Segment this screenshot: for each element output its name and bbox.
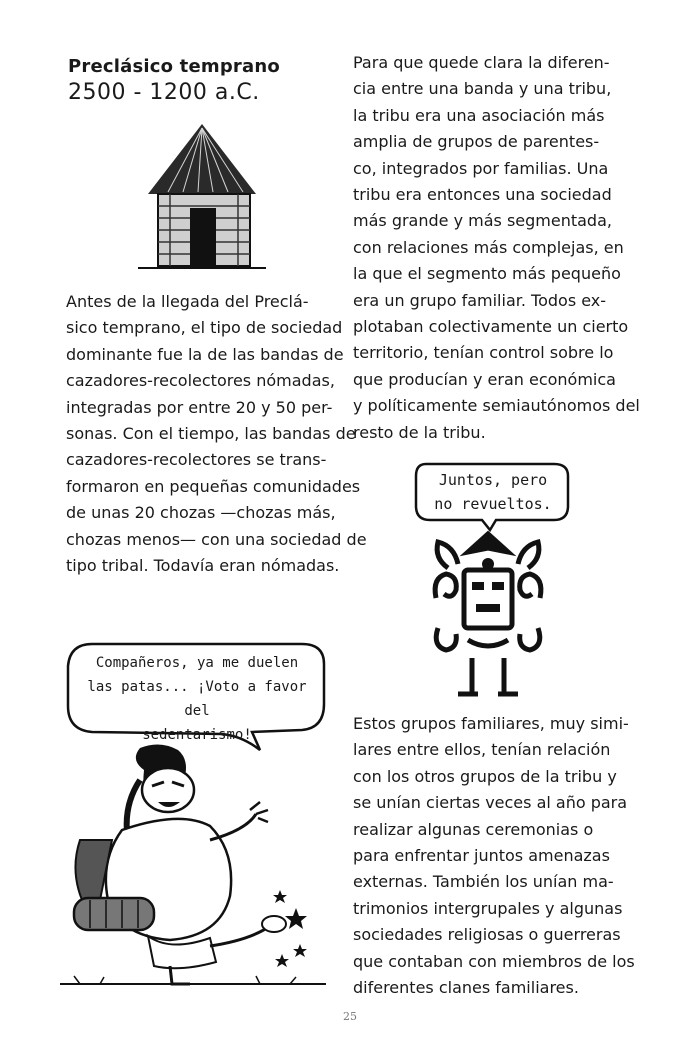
caveman-illustration [60,740,326,992]
hut-illustration [138,120,266,272]
band-vs-tribe-paragraph: Para que quede clara la diferen- cia entre una banda y una tribu, la tribu era una asociación más amplia de grupos de parentes- co, integrados por familias. Una tribu era entonces una sociedad más grande y más segmentada, con relaciones más complejas, en la que el segmento más pequeño era un grupo familiar. Todos ex- plotaban colectivamente un cierto territorio, tenían control sobre lo que producían y eran económica y políticamente semiautónomos del resto de la tribu. [353,53,640,442]
maya-mask-illustration [428,528,548,700]
mask-bubble-text: Juntos, pero no revueltos. [434,471,552,513]
intro-paragraph: Antes de la llegada del Preclá- sico temprano, el tipo de sociedad dominante fue la de las bandas de cazadores-recolectores nómadas, integradas por entre 20 y 50 per- sonas. Con el tiempo, las bandas de cazadores-recolectores se trans- formaron en pequeñas comunidades de unas 20 chozas —chozas más, chozas menos— con una sociedad de tipo tribal. Todavía eran nómadas. [66,292,367,576]
page-number: 25 [343,1010,357,1023]
family-groups-paragraph: Estos grupos familiares, muy simi- lares entre ellos, tenían relación con los otros grupos de la tribu y se unían ciertas veces al año para realizar algunas ceremonias o para enfrentar juntos amenazas externas. También los unían ma- trimonios intergrupales y algunas sociedades religiosas o guerreras que contaban con miembros de los diferentes clanes familiares. [353,714,635,998]
section-dates: 2500 - 1200 a.C. [68,80,260,105]
section-title: Preclásico temprano [68,56,280,77]
caveman-bubble-text: Compañeros, ya me duelen las patas... ¡Voto a favor del sedentarismo! [87,655,307,743]
